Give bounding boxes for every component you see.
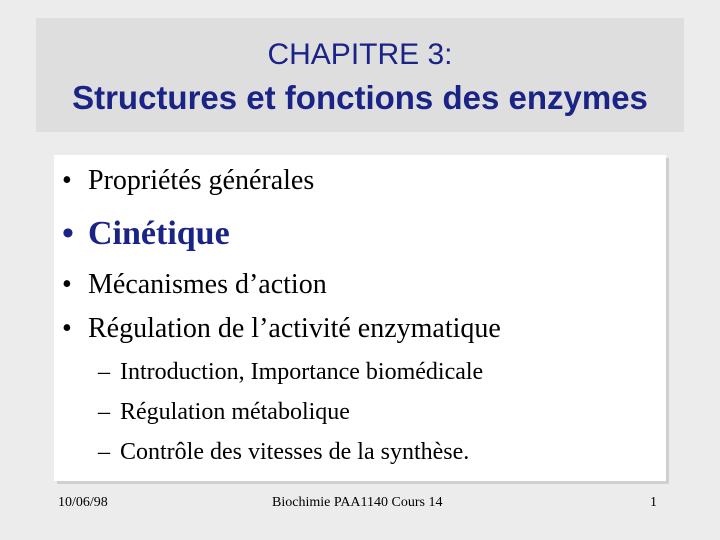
bullet-label: Cinétique (88, 215, 230, 252)
sub-bullet-item (98, 397, 350, 427)
sub-bullet-item (98, 357, 483, 387)
bullet-icon: • (62, 215, 74, 252)
bullet-item (62, 267, 327, 303)
bullet-icon: • (62, 313, 72, 344)
sub-bullet-label: Introduction, Importance biomédicale (120, 359, 484, 385)
sub-bullet-label: Régulation métabolique (120, 399, 350, 425)
footer-date: 10/06/98 (58, 495, 108, 510)
bullet-label: Régulation de l’activité enzymatique (88, 313, 501, 344)
bullet-item (62, 311, 501, 347)
bullet-item (62, 163, 314, 199)
content-box (54, 155, 666, 481)
footer-course: Biochimie PAA1140 Cours 14 (272, 495, 443, 510)
title-box (36, 18, 684, 132)
bullet-item-highlighted (62, 213, 230, 255)
slide-title: Structures et fonctions des enzymes (72, 79, 648, 116)
footer-page-number: 1 (650, 495, 657, 510)
chapter-title: CHAPITRE 3: (267, 38, 453, 71)
bullet-icon: • (62, 269, 72, 300)
dash-icon: – (98, 439, 110, 465)
bullet-label: Propriétés générales (88, 165, 315, 196)
dash-icon: – (98, 359, 110, 385)
bullet-label: Mécanismes d’action (88, 269, 327, 300)
sub-bullet-item (98, 437, 469, 467)
bullet-icon: • (62, 165, 72, 196)
dash-icon: – (98, 399, 110, 425)
sub-bullet-label: Contrôle des vitesses de la synthèse. (120, 439, 470, 465)
